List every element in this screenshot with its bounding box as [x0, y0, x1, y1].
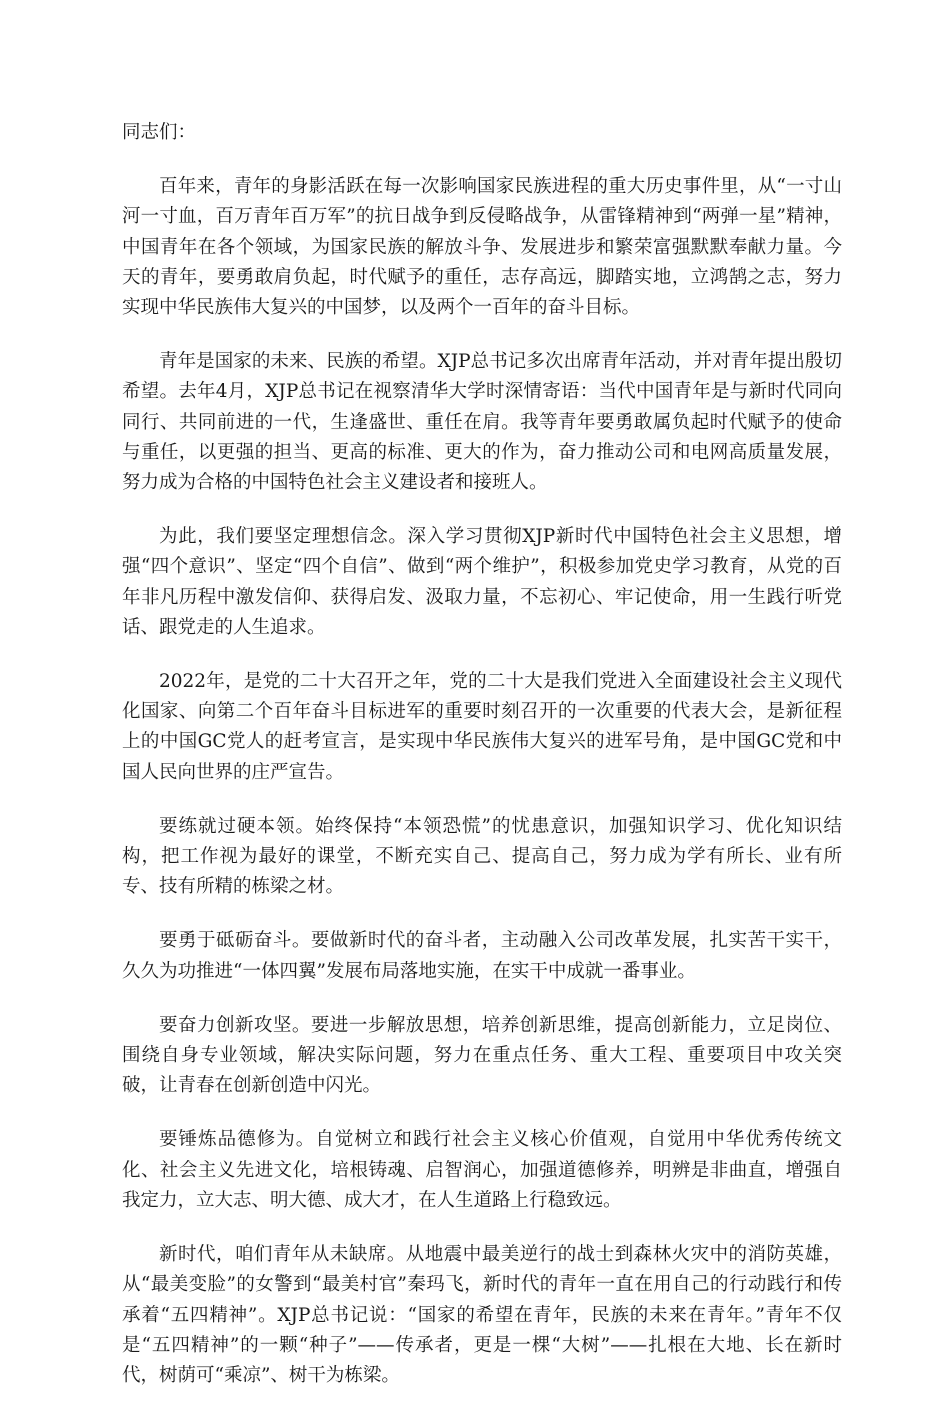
paragraph-4: 2022年，是党的二十大召开之年，党的二十大是我们党进入全面建设社会主义现代化国家、向第二个百年奋斗目标进军的重要时刻召开的一次重要的代表大会，是新征程上的中国GC党人的赶考宣言，是实现中华民族伟大复兴的进军号角，是中国GC党和中国人民向世界的庄严宣告。 — [122, 671, 842, 783]
paragraph-6: 要勇于砥砺奋斗。要做新时代的奋斗者，主动融入公司改革发展，扎实苦干实干，久久为功推进“一体四翼”发展布局落地实施，在实干中成就一番事业。 — [122, 930, 842, 982]
paragraph-3: 为此，我们要坚定理想信念。深入学习贯彻XJP新时代中国特色社会主义思想，增强“四个意识”、坚定“四个自信”、做到“两个维护”，积极参加党史学习教育，从党的百年非凡历程中激发信仰、获得启发、汲取力量，不忘初心、牢记使命，用一生践行听党话、跟党走的人生追求。 — [122, 526, 842, 638]
paragraph-8: 要锤炼品德修为。自觉树立和践行社会主义核心价值观，自觉用中华优秀传统文化、社会主义先进文化，培根铸魂、启智润心，加强道德修养，明辨是非曲直，增强自我定力，立大志、明大德、成大才，在人生道路上行稳致远。 — [122, 1129, 842, 1211]
paragraph-9: 新时代，咱们青年从未缺席。从地震中最美逆行的战士到森林火灾中的消防英雄，从“最美变脸”的女警到“最美村官”秦玛飞，新时代的青年一直在用自己的行动践行和传承着“五四精神”。XJP总书记说：“国家的希望在青年，民族的未来在青年。”青年不仅是“五四精神”的一颗“种子”——传承者，更是一棵“大树”——扎根在大地、长在新时代，树荫可“乘凉”、树干为栋梁。 — [122, 1244, 842, 1386]
document-body — [122, 118, 842, 1415]
paragraph-5: 要练就过硬本领。始终保持“本领恐慌”的忧患意识，加强知识学习、优化知识结构，把工作视为最好的课堂，不断充实自己、提高自己，努力成为学有所长、业有所专、技有所精的栋梁之材。 — [122, 815, 842, 898]
paragraph-2: 青年是国家的未来、民族的希望。XJP总书记多次出席青年活动，并对青年提出殷切希望。去年4月，XJP总书记在视察清华大学时深情寄语：当代中国青年是与新时代同向同行、共同前进的一代，生逢盛世、重任在肩。我等青年要勇敢属负起时代赋予的使命与重任，以更强的担当、更高的标准、更大的作为，奋力推动公司和电网高质量发展，努力成为合格的中国特色社会主义建设者和接班人。 — [122, 351, 842, 494]
salutation: 同志们： — [122, 122, 197, 143]
paragraph-1: 百年来，青年的身影活跃在每一次影响国家民族进程的重大历史事件里，从“一寸山河一寸血，百万青年百万军”的抗日战争到反侵略战争，从雷锋精神到“两弹一星”精神，中国青年在各个领域，为国家民族的解放斗争、发展进步和繁荣富强默默奉献力量。今天的青年，要勇敢肩负起，时代赋予的重任，志存高远，脚踏实地，立鸿鹄之志，努力实现中华民族伟大复兴的中国梦，以及两个一百年的奋斗目标。 — [122, 176, 842, 319]
paragraph-7: 要奋力创新攻坚。要进一步解放思想，培养创新思维，提高创新能力，立足岗位、围绕自身专业领域，解决实际问题，努力在重点任务、重大工程、重要项目中攻关突破，让青春在创新创造中闪光。 — [122, 1014, 842, 1097]
